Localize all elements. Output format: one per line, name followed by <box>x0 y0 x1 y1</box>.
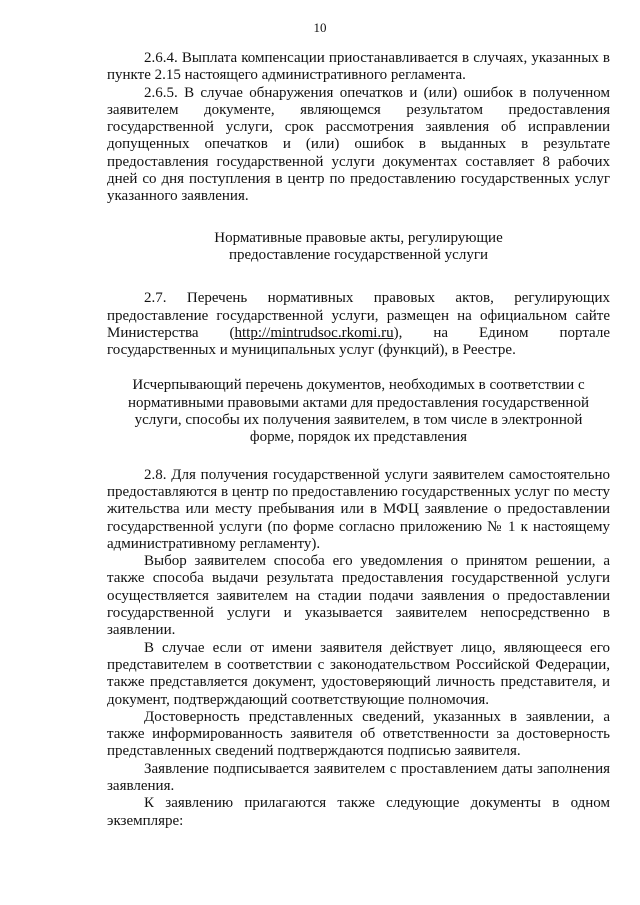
paragraph-2-8: 2.8. Для получения государственной услуги заявителем самостоятельно предоставляются в центр по предоставлению государственных услуг по месту жительства или месту пребывания или в МФЦ заявление о предоставлении государственной услуги (по форме согласно приложению № 1 к настоящему административному регламенту). <box>107 466 610 552</box>
document-body <box>107 50 610 830</box>
heading-normative-line2: предоставление государственной услуги <box>228 246 488 263</box>
paragraph-signature: Заявление подписывается заявителем с проставлением даты заполнения заявления. <box>107 760 610 794</box>
heading-normative-acts <box>107 230 610 265</box>
paragraph-2-7-text-end: ), на Едином портале государственных и муниципальных услуг (функций), в Реестре. <box>107 324 610 359</box>
heading-normative-line1: Нормативные правовые акты, регулирующие <box>214 229 503 246</box>
paragraph-reliability: Достоверность представленных сведений, указанных в заявлении, а также информированность заявителя об ответственности за достоверность представленных сведений подтверждаются подписью заявителя. <box>107 708 610 760</box>
paragraph-representative: В случае если от имени заявителя действует лицо, являющееся его представителем в соответствии с законодательством Российской Федерации, также представляется документ, удостоверяющий личность представителя, и документ, подтверждающий соответствующие полномочия. <box>107 639 610 708</box>
paragraph-2-7-text-start: 2.7. Перечень нормативных правовых актов, регулирующих предоставление государственной услуги, размещен на официальном сайте Министерства ( <box>107 290 610 341</box>
paragraph-2-6-5: 2.6.5. В случае обнаружения опечатков и (или) ошибок в полученном заявителем документе, являющемся результатом предоставления государственной услуги, срок рассмотрения заявления об исправлении допущенных опечатков и (или) ошибок в выданных в результате предоставления государственной услуги документах составляет 8 рабочих дней со дня поступления в центр по предоставлению государственных услуг указанного заявления. <box>107 84 610 205</box>
ministry-site-link[interactable]: http://mintrudsoc.rkomi.ru <box>234 324 394 341</box>
paragraph-2-7 <box>107 290 610 359</box>
paragraph-notification-choice: Выбор заявителем способа его уведомления о принятом решении, а также способа выдачи результата предоставления государственной услуги осуществляется заявителем на стадии подачи заявления о предоставлении государственной услуги и указывается заявителем непосредственно в заявлении. <box>107 553 610 639</box>
heading-documents-list: Исчерпывающий перечень документов, необходимых в соответствии с нормативными правовыми актами для предоставления государственной услуги, способы их получения заявителем, в том числе в электронной форме, порядок их представления <box>128 377 589 446</box>
page-number: 10 <box>313 20 327 35</box>
paragraph-attachments: К заявлению прилагаются также следующие документы в одном экземпляре: <box>107 795 610 829</box>
paragraph-2-6-4: 2.6.4. Выплата компенсации приостанавливается в случаях, указанных в пункте 2.15 настоящего административного регламента. <box>107 50 610 84</box>
